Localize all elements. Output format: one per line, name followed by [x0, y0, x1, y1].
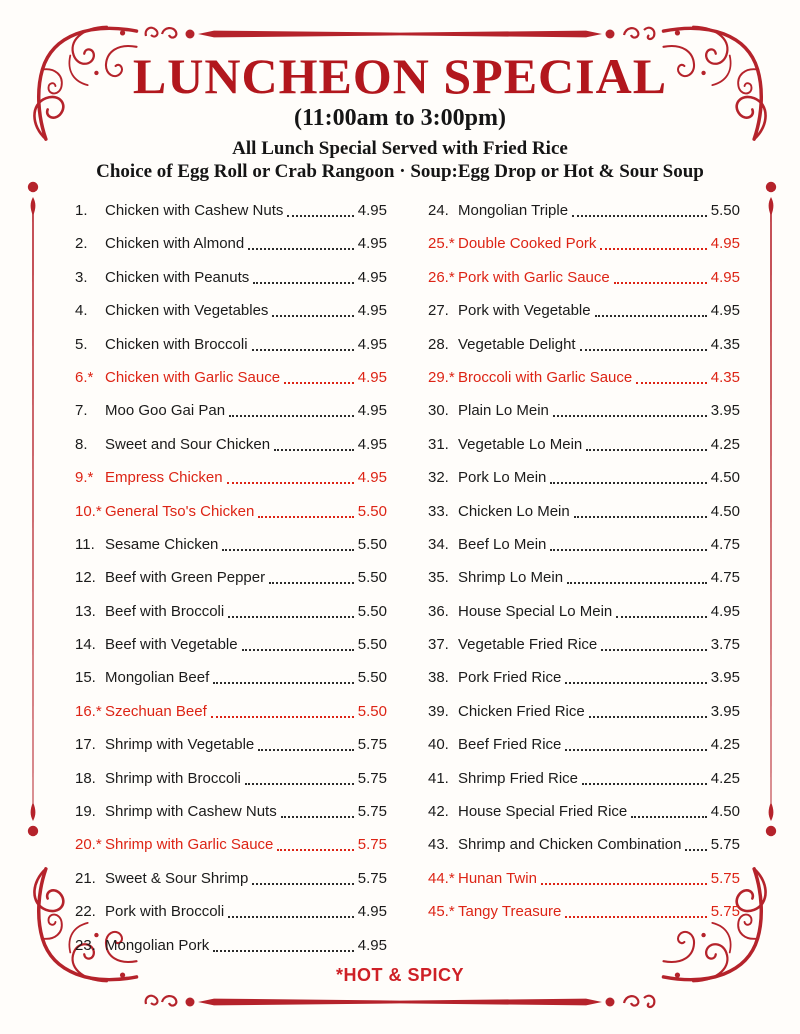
- item-name: House Special Lo Mein: [458, 602, 613, 620]
- dot-leader: [565, 903, 706, 918]
- menu-item: [428, 302, 740, 335]
- dot-leader: [228, 603, 354, 618]
- menu-item: [75, 803, 387, 836]
- menu-item: [75, 202, 387, 235]
- item-number: 13.: [75, 602, 96, 620]
- item-number: 14.: [75, 636, 96, 654]
- item-number: 1.: [75, 202, 88, 219]
- dot-leader: [614, 269, 707, 284]
- item-number: 3.: [75, 268, 88, 286]
- menu-item: [75, 636, 387, 669]
- menu-item: [75, 503, 387, 536]
- item-name: Chicken with Peanuts: [105, 268, 250, 286]
- item-name: Double Cooked Pork: [458, 235, 597, 253]
- dot-leader: [229, 402, 354, 417]
- item-name: Pork with Broccoli: [105, 903, 225, 921]
- menu-item: [75, 536, 387, 569]
- item-number: 27.: [428, 302, 449, 320]
- item-number: 22.: [75, 903, 96, 921]
- menu-item: [428, 336, 740, 369]
- dot-leader: [567, 569, 707, 584]
- item-number: 11.: [75, 535, 95, 553]
- item-price: 4.35: [710, 368, 740, 386]
- included-note: All Lunch Special Served with Fried Rice: [232, 138, 568, 159]
- menu-item: [428, 903, 740, 936]
- menu-item: [428, 603, 740, 636]
- item-number: 45.*: [428, 903, 455, 921]
- item-price: 4.95: [357, 903, 387, 921]
- item-price: 4.95: [357, 335, 387, 353]
- item-number: 9.*: [75, 469, 94, 487]
- item-name: Vegetable Lo Mein: [458, 435, 583, 453]
- menu-item: [428, 736, 740, 769]
- dot-leader: [213, 937, 354, 952]
- item-number: 41.: [428, 769, 449, 787]
- item-number: 32.: [428, 469, 449, 487]
- item-price: 4.95: [357, 469, 387, 487]
- dot-leader: [272, 302, 353, 317]
- dot-leader: [248, 235, 354, 250]
- item-number: 37.: [428, 636, 449, 654]
- item-name: Empress Chicken: [105, 469, 223, 487]
- item-price: 5.75: [357, 836, 387, 854]
- item-number: 30.: [428, 402, 449, 420]
- menu-item: [75, 369, 387, 402]
- page-title: LUNCHEON SPECIAL: [132, 48, 668, 104]
- item-name: Chicken Lo Mein: [458, 502, 570, 520]
- dot-leader: [245, 770, 354, 785]
- left-border-line-icon: [27, 180, 39, 838]
- item-price: 4.25: [710, 769, 740, 787]
- item-number: 43.: [428, 836, 449, 854]
- menu-item: [428, 369, 740, 402]
- item-name: Mongolian Pork: [105, 936, 210, 954]
- item-price: 4.95: [357, 202, 387, 219]
- item-name: Pork with Garlic Sauce: [458, 268, 610, 286]
- dot-leader: [541, 870, 707, 885]
- dot-leader: [685, 836, 706, 851]
- item-name: Chicken with Cashew Nuts: [105, 202, 284, 219]
- item-price: 4.95: [357, 402, 387, 420]
- item-name: Shrimp with Vegetable: [105, 736, 255, 754]
- menu-item: [428, 202, 740, 235]
- menu-item: [75, 269, 387, 302]
- menu-column-left: [75, 202, 387, 970]
- dot-leader: [565, 736, 706, 751]
- item-name: Shrimp with Garlic Sauce: [105, 836, 274, 854]
- dot-leader: [601, 636, 707, 651]
- item-price: 4.50: [710, 469, 740, 487]
- item-name: Mongolian Beef: [105, 669, 210, 687]
- item-number: 16.*: [75, 702, 102, 720]
- menu-item: [75, 235, 387, 268]
- item-price: 4.75: [710, 569, 740, 587]
- item-name: Beef with Green Pepper: [105, 569, 266, 587]
- item-name: Beef Fried Rice: [458, 736, 562, 754]
- item-number: 24.: [428, 202, 449, 219]
- item-number: 34.: [428, 535, 449, 553]
- item-price: 5.75: [357, 736, 387, 754]
- item-number: 8.: [75, 435, 88, 453]
- dot-leader: [589, 703, 707, 718]
- item-name: Pork with Vegetable: [458, 302, 591, 320]
- item-number: 28.: [428, 335, 449, 353]
- item-price: 5.50: [357, 669, 387, 687]
- item-price: 4.95: [357, 268, 387, 286]
- dot-leader: [258, 503, 353, 518]
- dot-leader: [616, 603, 707, 618]
- dot-leader: [211, 703, 354, 718]
- item-name: Szechuan Beef: [105, 702, 207, 720]
- menu-item: [428, 503, 740, 536]
- item-number: 20.*: [75, 836, 102, 854]
- menu-item: [75, 569, 387, 602]
- item-price: 4.75: [710, 535, 740, 553]
- item-name: Mongolian Triple: [458, 202, 569, 219]
- item-price: 5.75: [710, 836, 740, 854]
- menu-column-right: [428, 202, 740, 937]
- item-price: 4.95: [357, 235, 387, 253]
- dot-leader: [600, 235, 706, 250]
- item-number: 36.: [428, 602, 449, 620]
- menu-item: [75, 870, 387, 903]
- item-price: 4.50: [710, 502, 740, 520]
- dot-leader: [252, 870, 353, 885]
- dot-leader: [252, 336, 354, 351]
- item-price: 4.95: [710, 235, 740, 253]
- item-name: Chicken Fried Rice: [458, 702, 585, 720]
- item-name: Moo Goo Gai Pan: [105, 402, 226, 420]
- item-number: 35.: [428, 569, 449, 587]
- menu-item: [75, 402, 387, 435]
- dot-leader: [595, 302, 707, 317]
- item-name: Sesame Chicken: [105, 535, 219, 553]
- item-number: 44.*: [428, 869, 455, 887]
- dot-leader: [550, 469, 706, 484]
- item-price: 5.50: [357, 602, 387, 620]
- choice-note: Choice of Egg Roll or Crab Rangoon · Soup:Egg Drop or Hot & Sour Soup: [96, 161, 704, 182]
- bottom-border-rule-icon: [140, 990, 660, 1014]
- item-price: 5.50: [357, 636, 387, 654]
- right-border-line-icon: [765, 180, 777, 838]
- item-name: Beef with Vegetable: [105, 636, 238, 654]
- item-name: General Tso's Chicken: [105, 502, 255, 520]
- item-price: 4.35: [710, 335, 740, 353]
- dot-leader: [228, 903, 354, 918]
- item-price: 5.50: [357, 569, 387, 587]
- menu-item: [75, 469, 387, 502]
- item-price: 4.95: [357, 435, 387, 453]
- item-price: 3.95: [710, 669, 740, 687]
- item-name: Vegetable Delight: [458, 335, 576, 353]
- top-border-rule-icon: [140, 22, 660, 46]
- item-name: Beef Lo Mein: [458, 535, 547, 553]
- item-number: 5.: [75, 335, 88, 353]
- dot-leader: [213, 669, 354, 684]
- menu-item: [428, 436, 740, 469]
- dot-leader: [269, 569, 354, 584]
- hot-spicy-legend: *HOT & SPICY: [335, 965, 465, 985]
- menu-item: [428, 469, 740, 502]
- dot-leader: [222, 536, 353, 551]
- menu-item: [75, 836, 387, 869]
- item-name: Shrimp and Chicken Combination: [458, 836, 682, 854]
- dot-leader: [550, 536, 706, 551]
- item-number: 25.*: [428, 235, 455, 253]
- item-name: Chicken with Vegetables: [105, 302, 269, 320]
- dot-leader: [586, 436, 707, 451]
- item-number: 2.: [75, 235, 88, 253]
- menu-item: [428, 569, 740, 602]
- menu-item: [428, 636, 740, 669]
- item-price: 5.75: [710, 903, 740, 921]
- item-number: 33.: [428, 502, 449, 520]
- item-number: 4.: [75, 302, 88, 320]
- dot-leader: [565, 669, 706, 684]
- item-price: 3.75: [710, 636, 740, 654]
- item-name: Chicken with Almond: [105, 235, 245, 253]
- menu-item: [75, 903, 387, 936]
- menu-item: [428, 836, 740, 869]
- dot-leader: [253, 269, 354, 284]
- item-number: 12.: [75, 569, 96, 587]
- item-name: Chicken with Garlic Sauce: [105, 368, 281, 386]
- item-price: 4.95: [357, 368, 387, 386]
- item-price: 4.95: [710, 302, 740, 320]
- dot-leader: [287, 202, 353, 217]
- item-price: 4.95: [710, 602, 740, 620]
- item-name: Plain Lo Mein: [458, 402, 549, 420]
- item-number: 18.: [75, 769, 96, 787]
- item-name: Sweet & Sour Shrimp: [105, 869, 249, 887]
- item-number: 29.*: [428, 368, 455, 386]
- item-name: Hunan Twin: [458, 869, 537, 887]
- menu-item: [75, 703, 387, 736]
- menu-item: [75, 436, 387, 469]
- item-number: 15.: [75, 669, 96, 687]
- menu-item: [428, 269, 740, 302]
- item-price: 5.75: [357, 769, 387, 787]
- menu-item: [428, 770, 740, 803]
- item-number: 23.: [75, 936, 96, 954]
- item-name: Shrimp Fried Rice: [458, 769, 579, 787]
- dot-leader: [242, 636, 354, 651]
- menu-item: [75, 736, 387, 769]
- menu-item: [428, 536, 740, 569]
- dot-leader: [582, 770, 707, 785]
- item-price: 4.95: [710, 268, 740, 286]
- item-price: 5.50: [710, 202, 740, 219]
- dot-leader: [227, 469, 354, 484]
- item-number: 7.: [75, 402, 88, 420]
- menu-item: [428, 669, 740, 702]
- item-number: 17.: [75, 736, 96, 754]
- dot-leader: [281, 803, 354, 818]
- dot-leader: [574, 503, 707, 518]
- item-number: 31.: [428, 435, 449, 453]
- item-price: 4.25: [710, 736, 740, 754]
- item-number: 38.: [428, 669, 449, 687]
- dot-leader: [580, 336, 707, 351]
- item-price: 5.75: [710, 869, 740, 887]
- item-price: 5.75: [357, 869, 387, 887]
- item-name: Shrimp with Cashew Nuts: [105, 803, 277, 821]
- item-number: 19.: [75, 803, 96, 821]
- item-price: 3.95: [710, 402, 740, 420]
- item-price: 4.50: [710, 803, 740, 821]
- item-price: 4.25: [710, 435, 740, 453]
- item-number: 42.: [428, 803, 449, 821]
- menu-item: [75, 669, 387, 702]
- item-name: House Special Fried Rice: [458, 803, 628, 821]
- item-name: Pork Fried Rice: [458, 669, 562, 687]
- menu-item: [428, 703, 740, 736]
- item-price: 5.50: [357, 535, 387, 553]
- dot-leader: [277, 836, 353, 851]
- item-name: Vegetable Fried Rice: [458, 636, 598, 654]
- item-name: Shrimp Lo Mein: [458, 569, 564, 587]
- item-name: Beef with Broccoli: [105, 602, 225, 620]
- item-price: 5.50: [357, 502, 387, 520]
- item-number: 10.*: [75, 502, 102, 520]
- menu-item: [428, 235, 740, 268]
- item-name: Pork Lo Mein: [458, 469, 547, 487]
- item-name: Sweet and Sour Chicken: [105, 435, 271, 453]
- item-name: Shrimp with Broccoli: [105, 769, 241, 787]
- menu-item: [428, 870, 740, 903]
- menu-item: [75, 770, 387, 803]
- item-number: 21.: [75, 869, 96, 887]
- item-price: 4.95: [357, 936, 387, 954]
- dot-leader: [572, 202, 707, 217]
- dot-leader: [636, 369, 707, 384]
- item-number: 40.: [428, 736, 449, 754]
- item-number: 6.*: [75, 368, 94, 386]
- menu-item: [75, 336, 387, 369]
- dot-leader: [284, 369, 354, 384]
- menu-item: [75, 603, 387, 636]
- menu-item: [75, 302, 387, 335]
- item-price: 3.95: [710, 702, 740, 720]
- dot-leader: [631, 803, 707, 818]
- item-number: 26.*: [428, 268, 455, 286]
- item-price: 4.95: [357, 302, 387, 320]
- dot-leader: [258, 736, 354, 751]
- menu-header: [0, 50, 800, 183]
- item-name: Tangy Treasure: [458, 903, 562, 921]
- item-price: 5.50: [357, 702, 387, 720]
- item-name: Broccoli with Garlic Sauce: [458, 368, 633, 386]
- menu-item: [428, 803, 740, 836]
- item-price: 5.75: [357, 803, 387, 821]
- item-number: 39.: [428, 702, 449, 720]
- dot-leader: [553, 402, 707, 417]
- menu-item: [428, 402, 740, 435]
- item-name: Chicken with Broccoli: [105, 335, 248, 353]
- serving-hours: (11:00am to 3:00pm): [294, 105, 506, 131]
- dot-leader: [274, 436, 354, 451]
